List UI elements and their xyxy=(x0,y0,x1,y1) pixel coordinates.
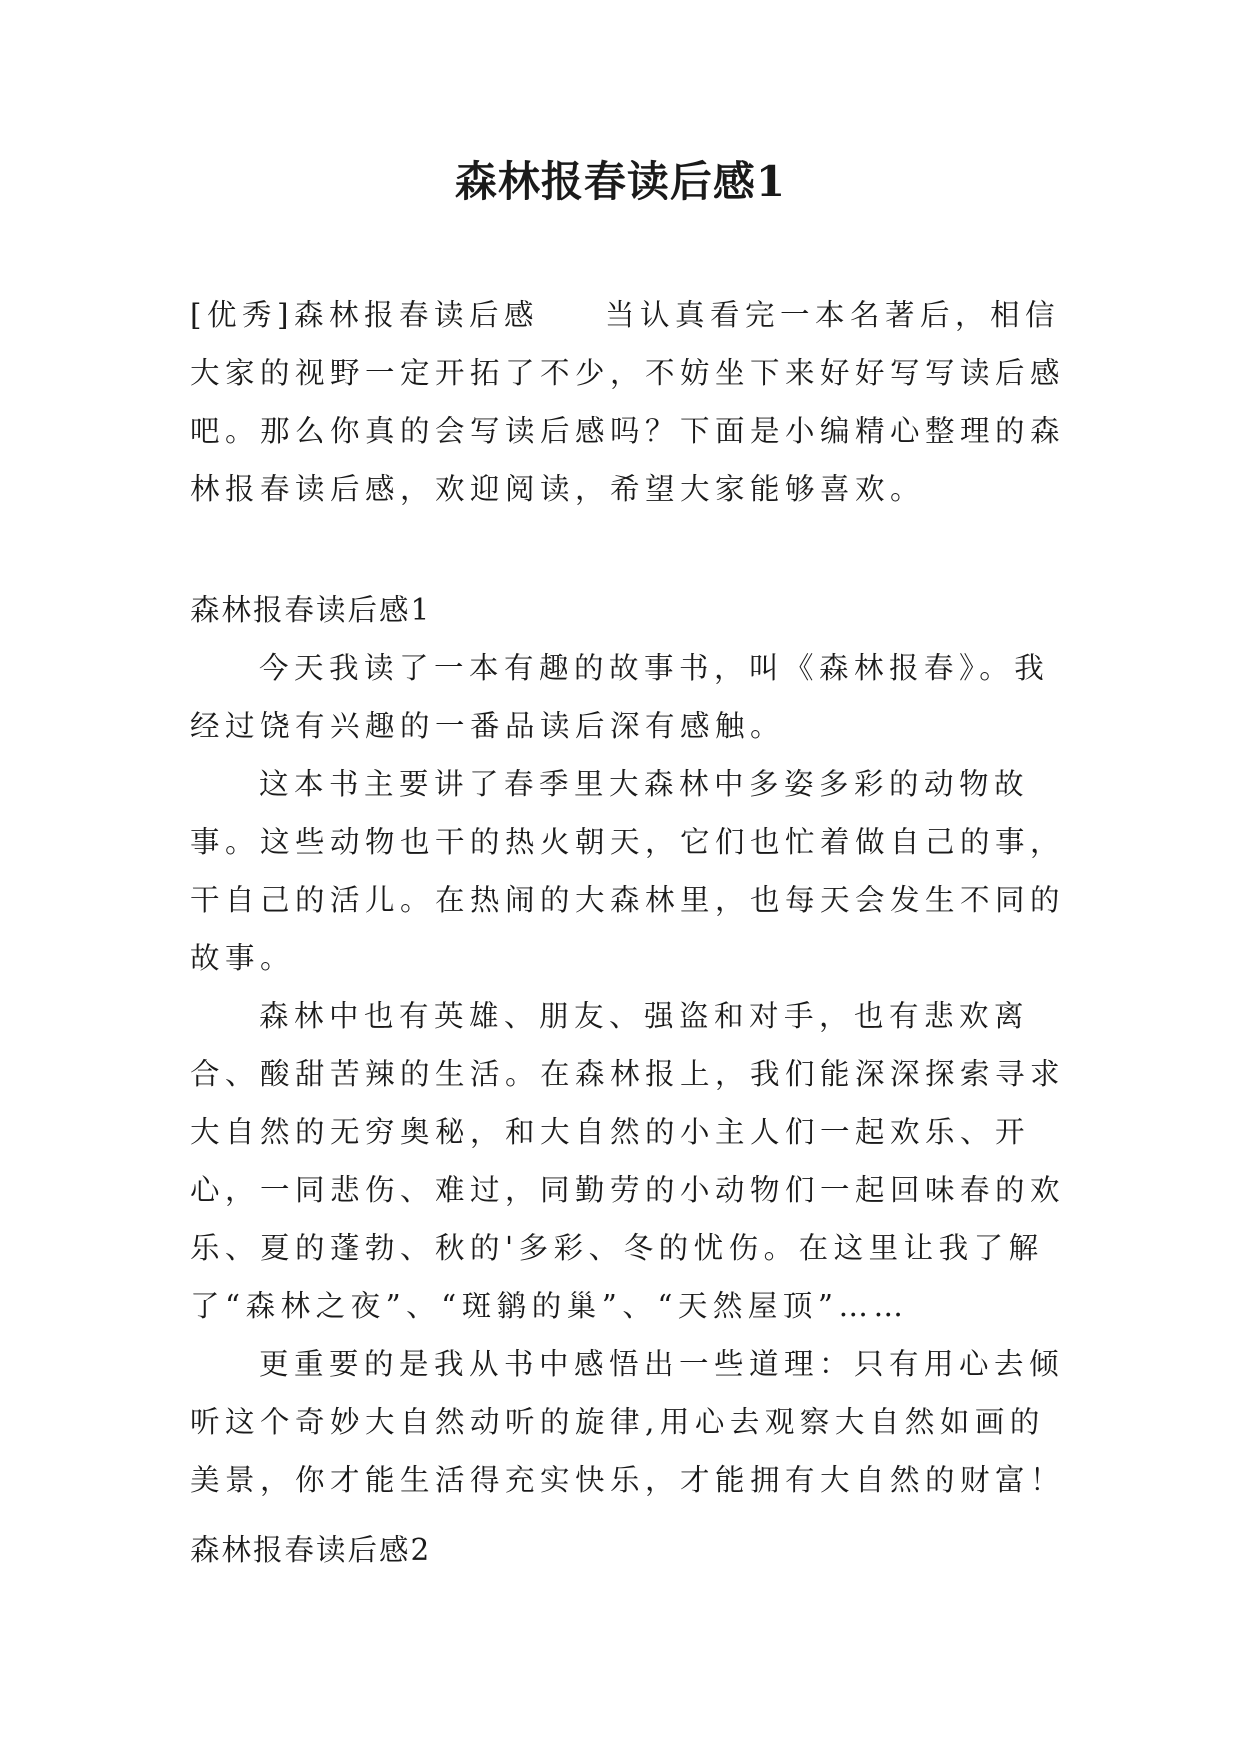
section-1-body xyxy=(190,639,1070,1509)
body-paragraph: 森林中也有英雄、朋友、强盗和对手，也有悲欢离合、酸甜苦辣的生活。在森林报上，我们能深深探索寻求大自然的无穷奥秘，和大自然的小主人们一起欢乐、开心，一同悲伤、难过，同勤劳的小动物们一起回味春的欢乐、夏的蓬勃、秋的'多彩、冬的忧伤。在这里让我了解了“森林之夜”、“斑鹟的巢”、“天然屋顶”…… xyxy=(190,999,1066,1323)
document-title: 森林报春读后感1 xyxy=(454,157,787,206)
section-heading-1: 森林报春读后感1 xyxy=(190,593,432,627)
body-paragraph: 这本书主要讲了春季里大森林中多姿多彩的动物故事。这些动物也干的热火朝天，它们也忙着做自己的事，干自己的活儿。在热闹的大森林里，也每天会发生不同的故事。 xyxy=(190,767,1066,975)
intro-text: 当认真看完一本名著后，相信大家的视野一定开拓了不少，不妨坐下来好好写写读后感吧。那么你真的会写读后感吗？下面是小编精心整理的森林报春读后感，欢迎阅读，希望大家能够喜欢。 xyxy=(190,298,1066,506)
body-paragraph: 今天我读了一本有趣的故事书，叫《森林报春》。我经过饶有兴趣的一番品读后深有感触。 xyxy=(190,651,1050,743)
section-heading-2: 森林报春读后感2 xyxy=(190,1533,432,1567)
intro-paragraph xyxy=(190,286,1070,518)
body-paragraph: 更重要的是我从书中感悟出一些道理：只有用心去倾听这个奇妙大自然动听的旋律,用心去观察大自然如画的美景，你才能生活得充实快乐，才能拥有大自然的财富！ xyxy=(190,1347,1066,1497)
intro-lead: [优秀]森林报春读后感 xyxy=(190,298,540,332)
